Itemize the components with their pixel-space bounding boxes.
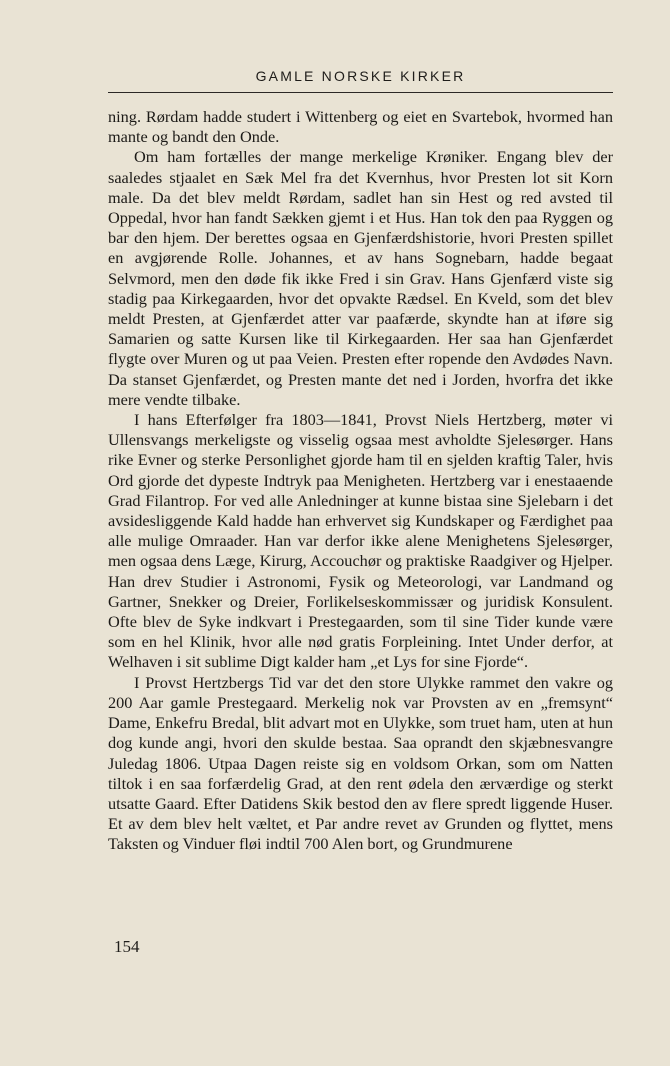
paragraph: I hans Efterfølger fra 1803—1841, Provst Niels Hertzberg, møter vi Ullensvangs merkeligste og visselig ogsaa mest avholdte Sjelesørger. Hans rike Evner og sterke Personlighet gjorde ham til en sjelden kraftig Taler, hvis Ord gjorde det dypeste Indtryk paa Menigheten. Hertzberg var i enestaaende Grad Filantrop. For ved alle Anledninger at kunne bistaa sine Sjelebarn i det avsidesliggende Kald hadde han erhvervet sig Kundskaper og Færdighet paa alle mulige Omraader. Han var derfor ikke alene Menighetens Sjelesørger, men ogsaa dens Læge, Kirurg, Accouchør og praktiske Raadgiver og Hjelper. Han drev Studier i Astronomi, Fysik og Meteorologi, var Landmand og Gartner, Snekker og Dreier, Forlikelseskommissær og juridisk Konsulent. Ofte blev de Syke indkvart i Prestegaarden, som til sine Tider kunde være som en hel Klinik, hvor alle nød gratis Forpleining. Intet Under derfor, at Welhaven i sit sublime Digt kalder ham „et Lys for sine Fjorde“. bbox=[108, 410, 613, 672]
page-number: 154 bbox=[114, 937, 140, 956]
running-header: GAMLE NORSKE KIRKER bbox=[255, 68, 466, 84]
body-text bbox=[108, 107, 613, 855]
paragraph: Om ham fortælles der mange merkelige Krøniker. Engang blev der saaledes stjaalet en Sæk Mel fra det Kvernhus, hvor Presten lot sit Korn male. Da det blev meldt Rørdam, sadlet han sin Hest og red avsted til Oppedal, hvor han fandt Sækken gjemt i et Hus. Han tok den paa Ryggen og bar den hjem. Der berettes ogsaa en Gjenfærdshistorie, hvori Presten spillet en avgjørende Rolle. Johannes, et av hans Sognebarn, hadde begaat Selvmord, men den døde fik ikke Fred i sin Grav. Hans Gjenfærd viste sig stadig paa Kirkegaarden, hvor det opvakte Rædsel. En Kveld, som det blev meldt Presten, at Gjenfærdet atter var paafærde, skyndte han at iføre sig Samarien og satte Kursen like til Kirkegaarden. Her saa han Gjenfærdet flygte over Muren og ut paa Veien. Presten efter ropende den Avdødes Navn. Da stanset Gjenfærdet, og Presten mante det ned i Jorden, hvorfra det ikke mere vendte tilbake. bbox=[108, 147, 613, 409]
paragraph: I Provst Hertzbergs Tid var det den store Ulykke rammet den vakre og 200 Aar gamle Prestegaard. Merkelig nok var Provsten av en „fremsynt“ Dame, Enkefru Bredal, blit advart mot en Ulykke, som truet ham, uten at hun dog kunde angi, hvori den skulde bestaa. Saa oprandt den skjæbnesvangre Juledag 1806. Utpaa Dagen reiste sig en voldsom Orkan, som om Natten tiltok i en saa forfærdelig Grad, at den rent ødela den ærværdige og sterkt utsatte Gaard. Efter Datidens Skik bestod den av flere spredt liggende Huser. Et av dem blev helt væltet, et Par andre revet av Grunden og flyttet, mens Taksten og Vinduer fløi indtil 700 Alen bort, og Grundmurene bbox=[108, 672, 613, 854]
paragraph-continued: ning. Rørdam hadde studert i Wittenberg og eiet en Svartebok, hvormed han mante og bandt den Onde. bbox=[108, 107, 613, 147]
header-rule bbox=[108, 92, 613, 93]
